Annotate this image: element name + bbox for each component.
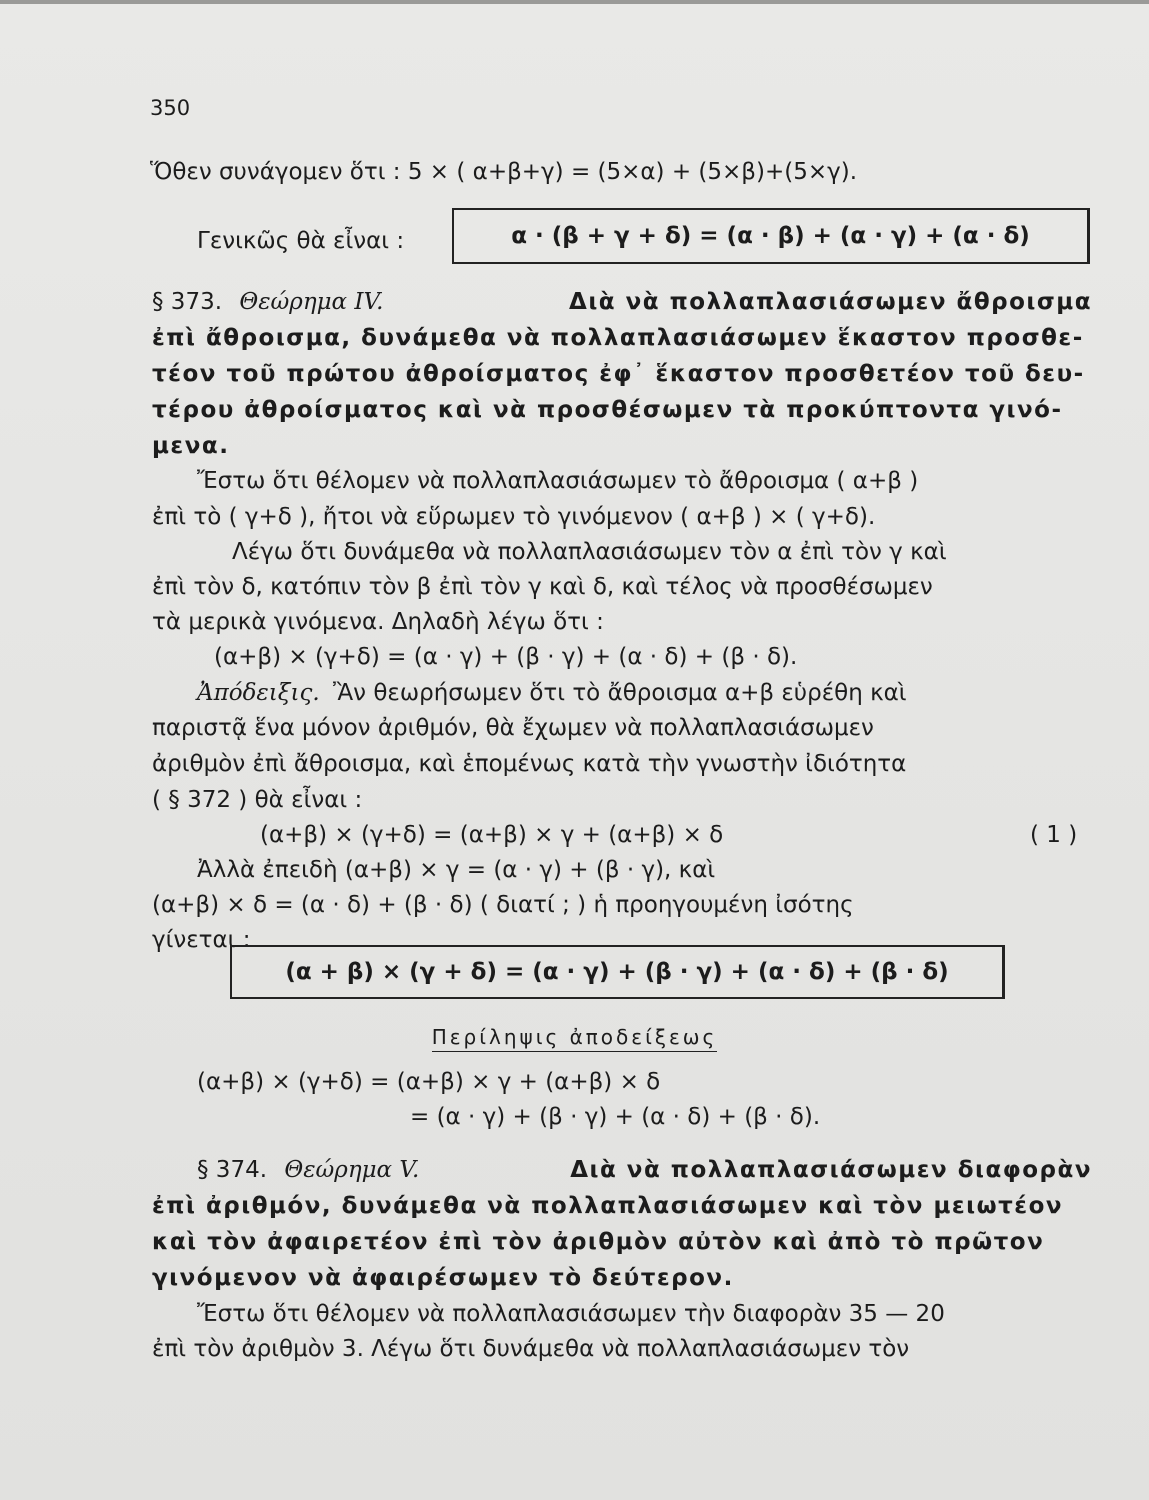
general-formula: α · (β + γ + δ) = (α · β) + (α · γ) + (α · δ) — [511, 223, 1030, 249]
proof-formula1-tag: ( 1 ) — [1030, 822, 1078, 848]
proof-line4: ( § 372 ) θὰ εἶναι : — [152, 787, 363, 813]
summary-line1: (α+β) × (γ+δ) = (α+β) × γ + (α+β) × δ — [197, 1069, 661, 1095]
para2-line1: Λέγω ὅτι δυνάμεθα νὰ πολλαπλασιάσωμεν τὸν α ἐπὶ τὸν γ καὶ — [232, 539, 947, 565]
theorem5-name: Θεώρημα V. — [284, 1157, 420, 1183]
proof-line2: παριστᾷ ἕνα μόνον ἀριθμόν, θὰ ἔχωμεν νὰ πολλαπλασιάσωμεν — [152, 715, 874, 741]
theorem4-text-1: Διὰ νὰ πολλαπλασιάσωμεν ἄθροισμα — [569, 289, 1092, 315]
result-formula-box — [230, 945, 1005, 999]
general-label: Γενικῶς θὰ εἶναι : — [197, 228, 405, 254]
theorem4-first-line — [152, 287, 1092, 317]
page-number: 350 — [150, 96, 191, 120]
theorem4-text-5: μενα. — [152, 433, 230, 459]
proof-line5: Ἀλλὰ ἐπειδὴ (α+β) × γ = (α · γ) + (β · γ), καὶ — [197, 857, 716, 883]
theorem5-text-1: Διὰ νὰ πολλαπλασιάσωμεν διαφορὰν — [570, 1157, 1092, 1183]
proof-line1: Ἂν θεωρήσωμεν ὅτι τὸ ἄθροισμα α+β εὑρέθη καὶ — [332, 680, 907, 706]
proof-line3: ἀριθμὸν ἐπὶ ἄθροισμα, καὶ ἑπομένως κατὰ τὴν γνωστὴν ἰδιότητα — [152, 751, 907, 777]
general-formula-box — [452, 208, 1090, 264]
theorem5-first-line — [197, 1155, 1092, 1185]
para2-line2: ἐπὶ τὸν δ, κατόπιν τὸν β ἐπὶ τὸν γ καὶ δ, καὶ τέλος νὰ προσθέσωμεν — [152, 574, 933, 600]
theorem4-text-4: τέρου ἀθροίσματος καὶ νὰ προσθέσωμεν τὰ προκύπτοντα γινό- — [152, 397, 1063, 423]
proof-line6: (α+β) × δ = (α · δ) + (β · δ) ( διατί ; ) ἡ προηγουμένη ἰσότης — [152, 892, 854, 918]
para1-line1: Ἔστω ὅτι θέλομεν νὰ πολλαπλασιάσωμεν τὸ ἄθροισμα ( α+β ) — [197, 468, 919, 494]
theorem4-text-3: τέον τοῦ πρώτου ἀθροίσματος ἐφ᾽ ἕκαστον προσθετέον τοῦ δευ- — [152, 361, 1085, 387]
para2-line3: τὰ μερικὰ γινόμενα. Δηλαδὴ λέγω ὅτι : — [152, 609, 604, 635]
result-formula: (α + β) × (γ + δ) = (α · γ) + (β · γ) + (α · δ) + (β · δ) — [285, 959, 949, 985]
theorem5-text-4: γινόμενον νὰ ἀφαιρέσωμεν τὸ δεύτερον. — [152, 1265, 734, 1291]
proof-formula1: (α+β) × (γ+δ) = (α+β) × γ + (α+β) × δ — [260, 822, 724, 848]
proof-line7: γίνεται : — [152, 927, 251, 953]
summary-title: Περίληψις ἀποδείξεως — [432, 1025, 718, 1052]
intro-line: Ὅθεν συνάγομεν ὅτι : 5 × ( α+β+γ) = (5×α) + (5×β)+(5×γ). — [150, 159, 858, 185]
theorem5-text-3: καὶ τὸν ἀφαιρετέον ἐπὶ τὸν ἀριθμὸν αὐτὸν καὶ ἀπὸ τὸ πρῶτον — [152, 1229, 1045, 1255]
proof-label: Ἀπόδειξις. — [197, 680, 320, 706]
para2-formula: (α+β) × (γ+δ) = (α · γ) + (β · γ) + (α · δ) + (β · δ). — [214, 644, 798, 670]
theorem5-number: § 374. — [197, 1157, 268, 1183]
theorem4-text-2: ἐπὶ ἄθροισμα, δυνάμεθα νὰ πολλαπλασιάσωμεν ἕκαστον προσθε- — [152, 325, 1084, 351]
summary-heading — [0, 1025, 1149, 1049]
scan-top-edge — [0, 0, 1149, 4]
para3-line2: ἐπὶ τὸν ἀριθμὸν 3. Λέγω ὅτι δυνάμεθα νὰ πολλαπλασιάσωμεν τὸν — [152, 1336, 910, 1362]
summary-line2: = (α · γ) + (β · γ) + (α · δ) + (β · δ). — [410, 1104, 821, 1130]
proof-first-line — [197, 678, 907, 708]
para1-line2: ἐπὶ τὸ ( γ+δ ), ἤτοι νὰ εὕρωμεν τὸ γινόμενον ( α+β ) × ( γ+δ). — [152, 504, 876, 530]
theorem5-text-2: ἐπὶ ἀριθμόν, δυνάμεθα νὰ πολλαπλασιάσωμεν καὶ τὸν μειωτέον — [152, 1193, 1064, 1219]
theorem4-name: Θεώρημα IV. — [239, 289, 384, 315]
para3-line1: Ἔστω ὅτι θέλομεν νὰ πολλαπλασιάσωμεν τὴν διαφορὰν 35 — 20 — [197, 1301, 945, 1327]
theorem4-number: § 373. — [152, 289, 223, 315]
